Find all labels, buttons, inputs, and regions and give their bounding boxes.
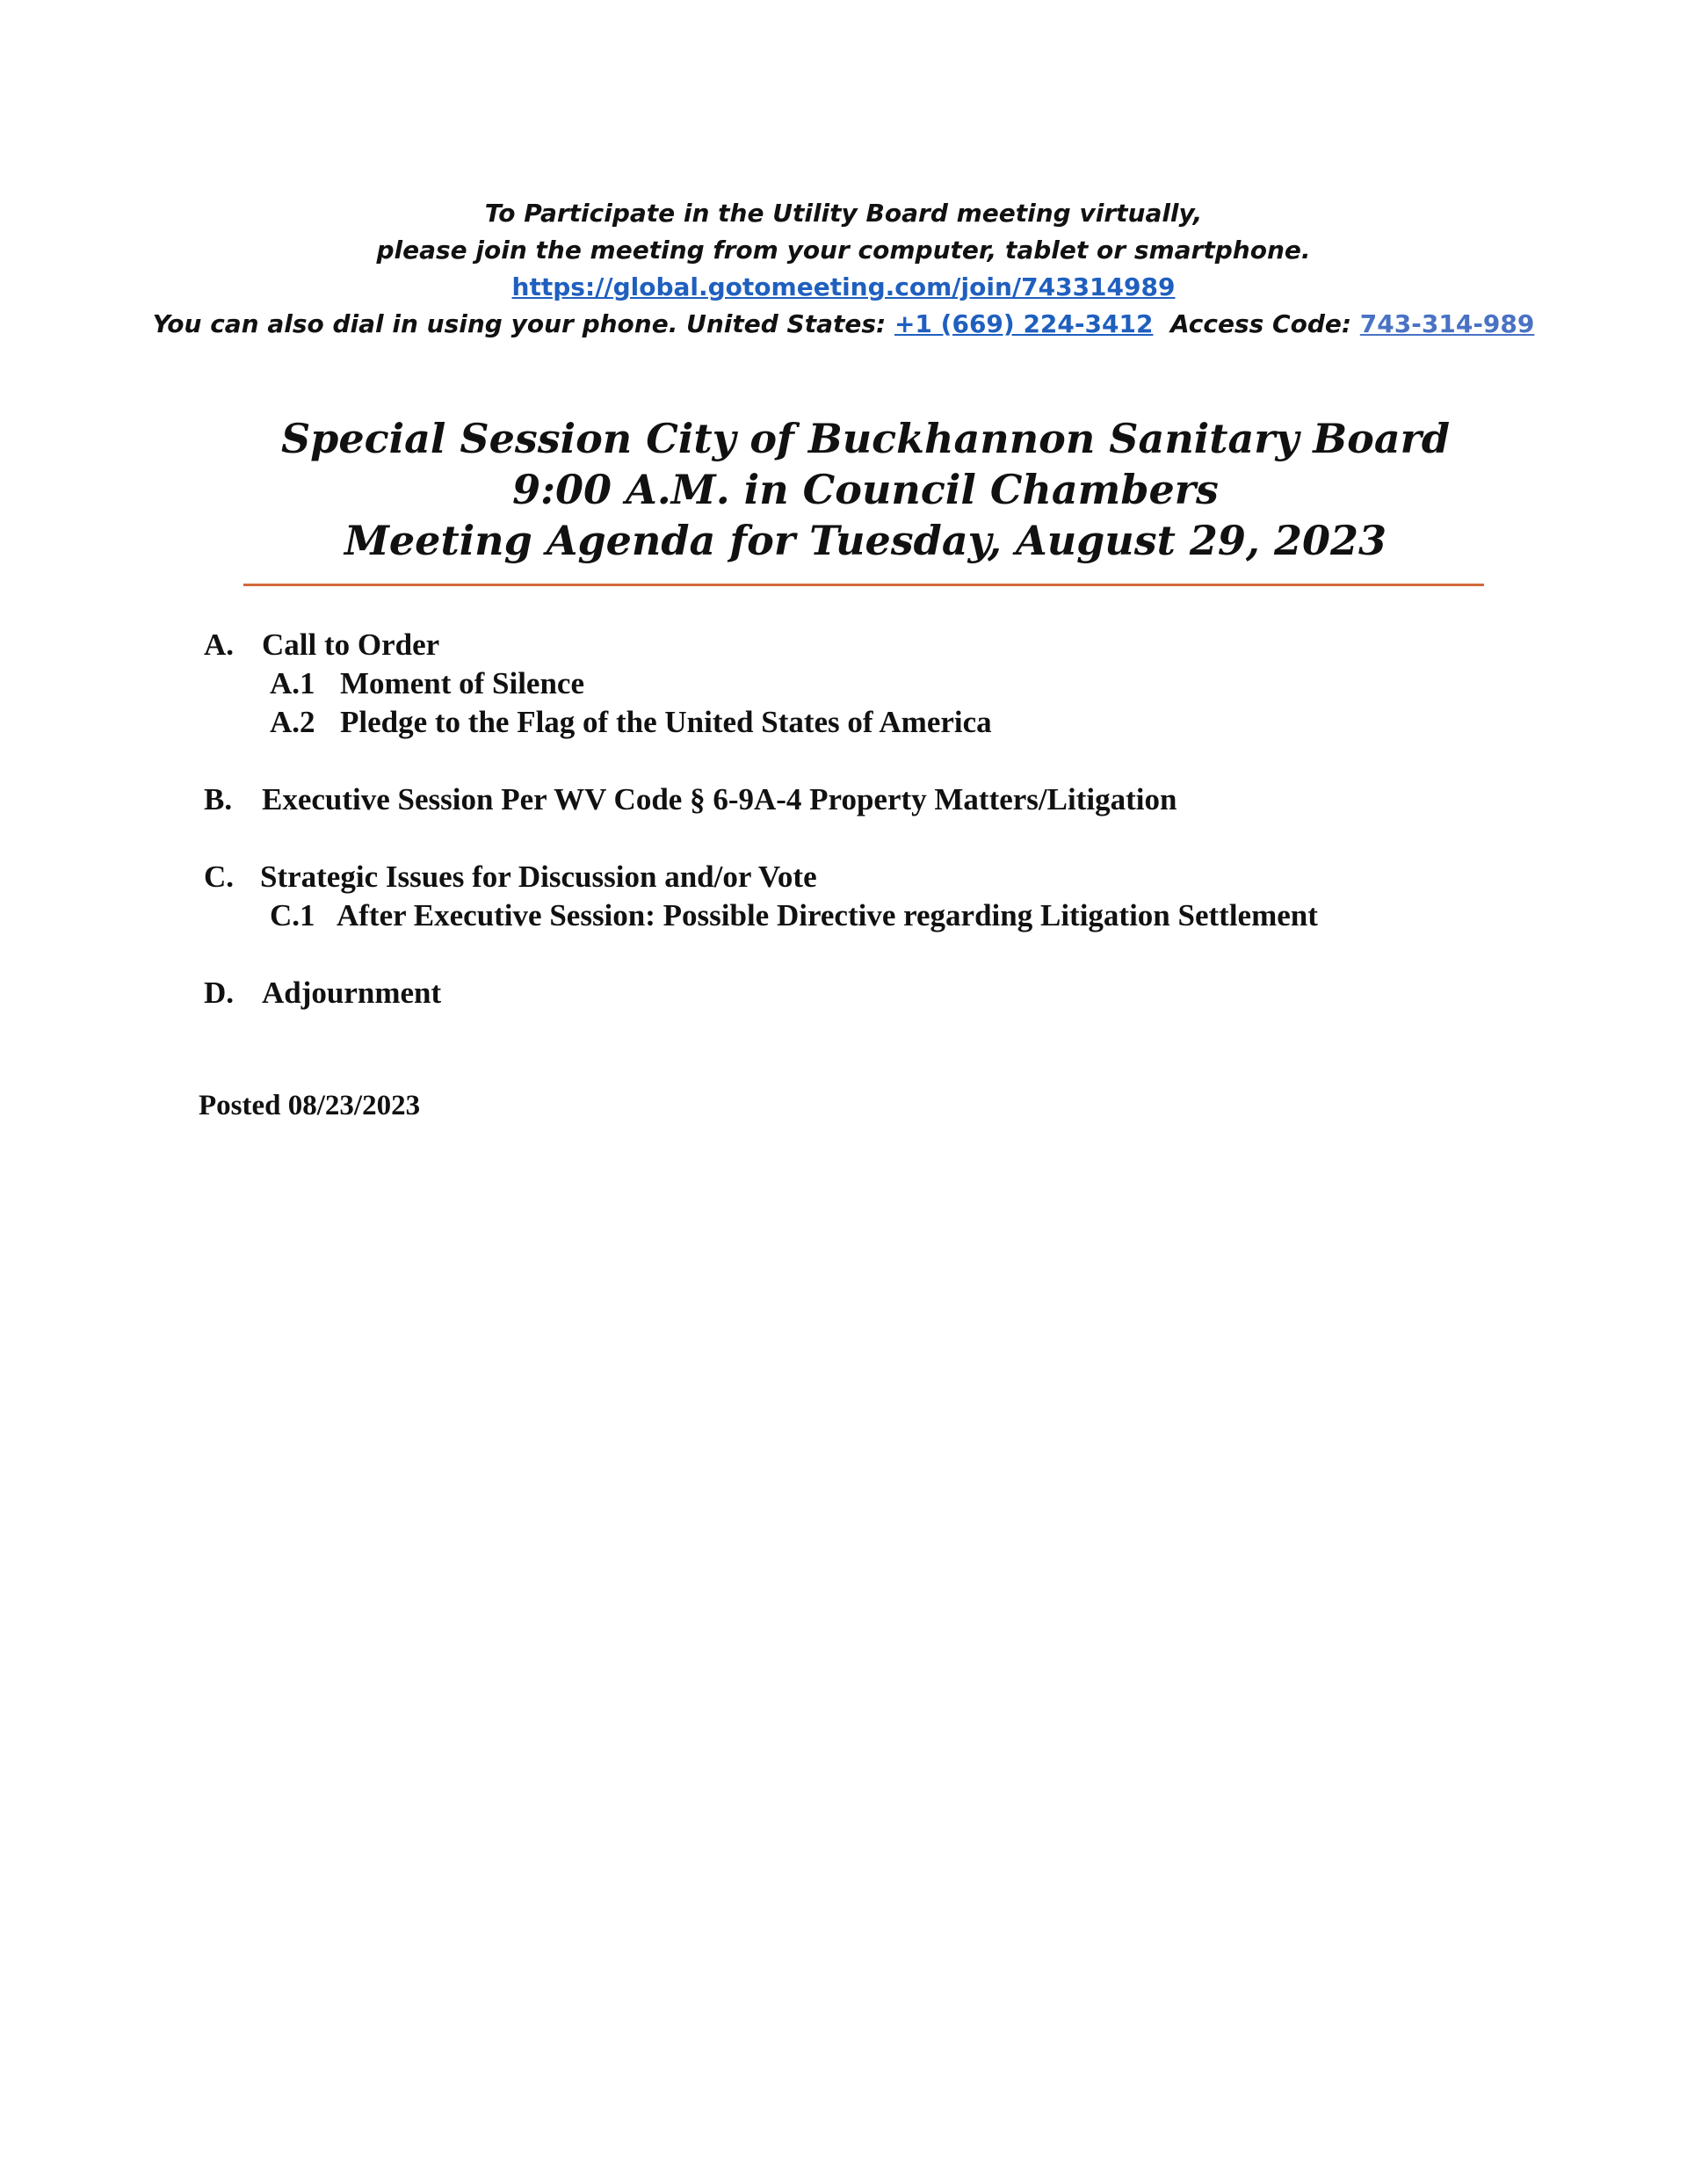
agenda-subitem-label: Moment of Silence — [340, 666, 584, 700]
access-code-link[interactable]: 743-314-989 — [1359, 309, 1535, 338]
access-code-label: Access Code: — [1169, 309, 1352, 338]
title-line-1: Special Session City of Buckhannon Sanitary Board — [280, 415, 1451, 462]
agenda-item-letter: C. — [204, 860, 235, 894]
meeting-title — [0, 413, 1687, 566]
agenda-item-letter: D. — [204, 976, 235, 1010]
agenda-item-label: Strategic Issues for Discussion and/or Vote — [260, 860, 817, 894]
agenda-subitem-label: After Executive Session: Possible Directive regarding Litigation Settlement — [337, 898, 1318, 932]
phone-number-link[interactable]: +1 (669) 224-3412 — [894, 309, 1154, 338]
virtual-participation-notice — [0, 195, 1687, 343]
agenda-subitem-number: A.1 — [270, 666, 315, 700]
posted-date: Posted 08/23/2023 — [199, 1090, 421, 1121]
agenda-subitem-number: A.2 — [270, 705, 315, 739]
notice-line-1: To Participate in the Utility Board meeting virtually, — [484, 199, 1203, 228]
title-divider — [243, 584, 1484, 586]
agenda-item-letter: A. — [204, 628, 235, 662]
agenda-item-label: Call to Order — [262, 628, 440, 662]
agenda-subitem-number: C.1 — [270, 898, 315, 932]
notice-line-4 — [0, 306, 1687, 343]
notice-line-2: please join the meeting from your computer, tablet or smartphone. — [376, 236, 1311, 265]
dial-in-prefix: You can also dial in using your phone. United States: — [152, 309, 887, 338]
agenda-subitem-label: Pledge to the Flag of the United States of America — [340, 705, 992, 739]
notice-line-3 — [0, 269, 1687, 306]
agenda-item-label: Adjournment — [262, 976, 442, 1010]
agenda-item-letter: B. — [204, 782, 233, 816]
meeting-join-link[interactable]: https://global.gotomeeting.com/join/743314989 — [511, 272, 1176, 301]
title-line-2: 9:00 A.M. in Council Chambers — [512, 466, 1219, 513]
agenda-item-label: Executive Session Per WV Code § 6-9A-4 Property Matters/Litigation — [262, 782, 1177, 816]
title-line-3: Meeting Agenda for Tuesday, August 29, 2023 — [344, 517, 1387, 564]
